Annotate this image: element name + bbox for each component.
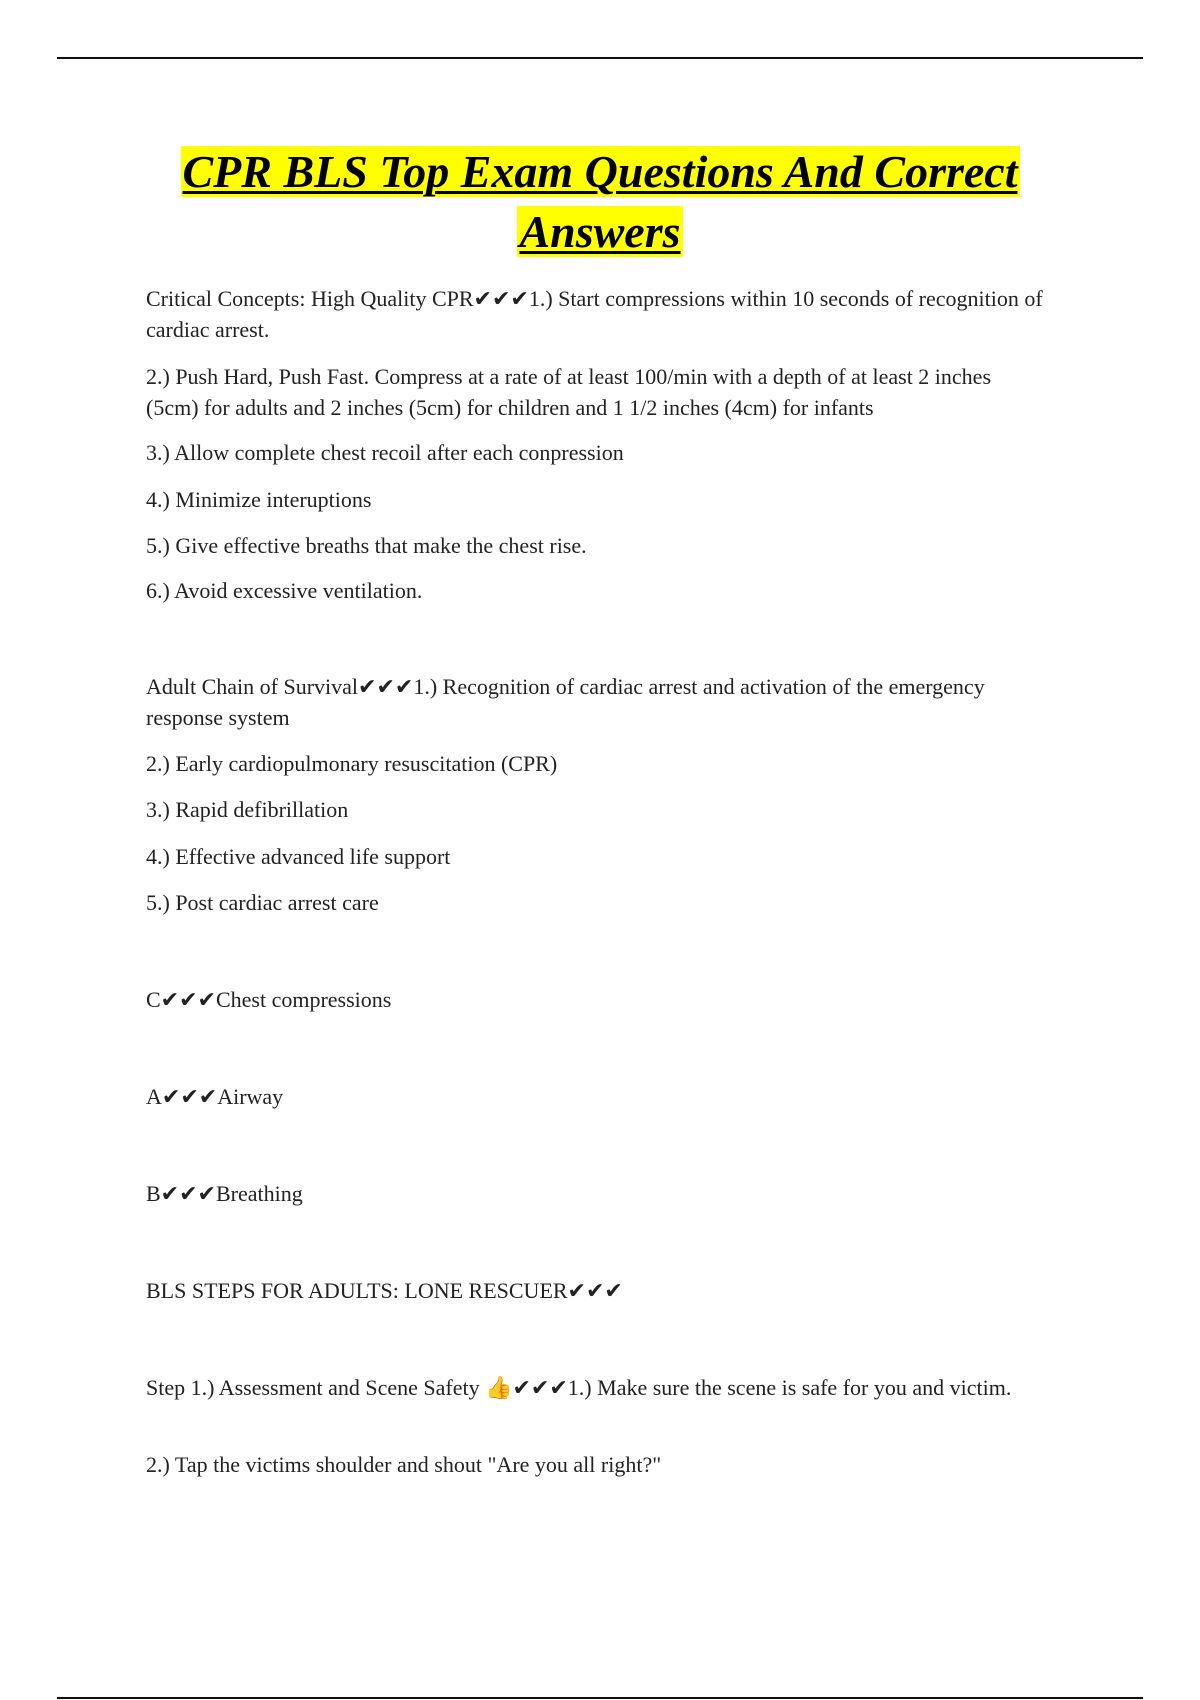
high-quality-cpr-item-6: 6.) Avoid excessive ventilation.	[146, 578, 423, 603]
document-title	[100, 142, 1100, 262]
bls-step-1-item-2: 2.) Tap the victims shoulder and shout "Are you all right?"	[146, 1452, 662, 1477]
high-quality-cpr-lead: Critical Concepts: High Quality CPR✔✔✔1.) Start compressions within 10 seconds of recognition of cardiac arrest.	[146, 286, 1043, 342]
high-quality-cpr-item-3: 3.) Allow complete chest recoil after each conpression	[146, 440, 624, 465]
chain-of-survival-item-2: 2.) Early cardiopulmonary resuscitation (CPR)	[146, 751, 558, 776]
high-quality-cpr-item-2: 2.) Push Hard, Push Fast. Compress at a rate of at least 100/min with a depth of at least 2 inches (5cm) for adults and 2 inches (5cm) for children and 1 1/2 inches (4cm) for infants	[146, 364, 992, 420]
chain-of-survival-item-4: 4.) Effective advanced life support	[146, 844, 451, 869]
title-line-1: CPR BLS Top Exam Questions And Correct	[182, 146, 1018, 197]
cab-breathing: B✔✔✔Breathing	[146, 1181, 303, 1206]
chain-of-survival-item-3: 3.) Rapid defibrillation	[146, 797, 349, 822]
bls-steps-heading: BLS STEPS FOR ADULTS: LONE RESCUER✔✔✔	[146, 1278, 623, 1303]
high-quality-cpr-item-4: 4.) Minimize interuptions	[146, 487, 372, 512]
chain-of-survival-item-5: 5.) Post cardiac arrest care	[146, 890, 379, 915]
title-line-2: Answers	[519, 206, 681, 257]
cab-airway: A✔✔✔Airway	[146, 1084, 284, 1109]
high-quality-cpr-item-5: 5.) Give effective breaths that make the chest rise.	[146, 533, 587, 558]
footer-rule	[57, 1697, 1143, 1699]
chain-of-survival-lead: Adult Chain of Survival✔✔✔1.) Recognition of cardiac arrest and activation of the emergency response system	[146, 674, 985, 730]
header-rule	[57, 57, 1143, 59]
bls-step-1: Step 1.) Assessment and Scene Safety 👍✔✔✔1.) Make sure the scene is safe for you and victim.	[146, 1375, 1012, 1400]
cab-chest-compressions: C✔✔✔Chest compressions	[146, 987, 392, 1012]
